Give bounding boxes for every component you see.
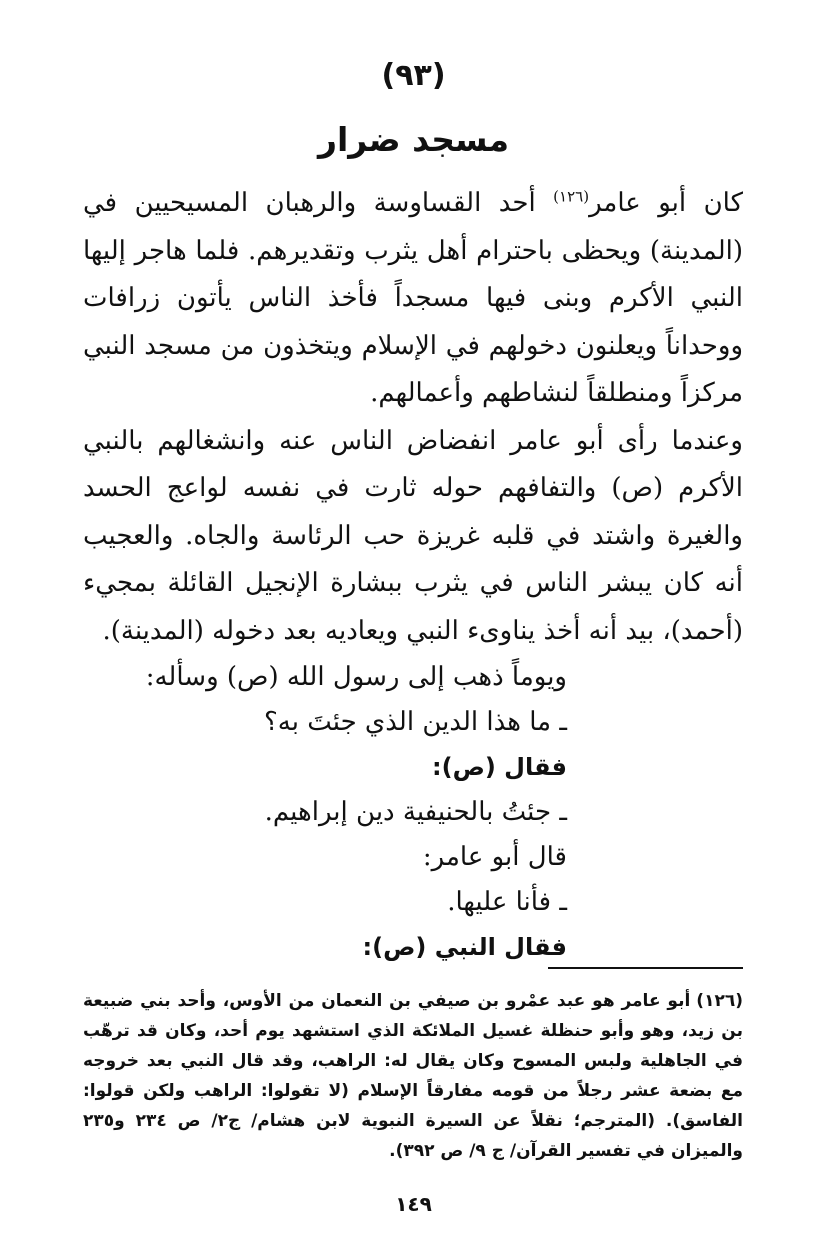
dialogue-line: فقال النبي (ص): <box>362 933 567 961</box>
chapter-number: (٩٣) <box>381 58 446 93</box>
chapter-title: مسجد ضرار <box>317 120 510 159</box>
footnote-number: (١٢٦) <box>696 991 743 1011</box>
body-text <box>83 180 743 970</box>
paragraph-1-start: كان أبو عامر <box>589 188 743 218</box>
dialogue-line: قال أبو عامر: <box>422 842 567 872</box>
dialogue-line: ويوماً ذهب إلى رسول الله (ص) وسأله: <box>145 662 567 692</box>
footnote <box>83 986 743 1166</box>
footnote-text: أبو عامر هو عبد عمْرو بن صيفي بن النعمان من الأوس، وأحد بني ضبيعة بن زيد، وهو وأبو حنظلة غسيل الملائكة الذي استشهد يوم أحد، وكان قد ترهّب في الجاهلية ولبس المسوح وكان يقال له: الراهب، وقد قال النبي بعد خروجه مع بضعة عشر رجلاً من قومه مفارقاً الإسلام (لا تقولوا: الراهب ولكن قولوا: الفاسق). (المترجم؛ نقلاً عن السيرة النبوية لابن هشام/ ج٢/ ص ٢٣٤ و٢٣٥ والميزان في تفسير القرآن/ ج ٩/ ص ٣٩٢). <box>83 991 743 1161</box>
dialogue-line: فقال (ص): <box>432 753 567 781</box>
paragraph-2: وعندما رأى أبو عامر انفضاض الناس عنه وانشغالهم بالنبي الأكرم (ص) والتفافهم حوله ثارت في نفسه لواعج الحسد والغيرة واشتد في قلبه غريزة حب الرئاسة والجاه. والعجيب أنه كان يبشر الناس في يثرب ببشارة الإنجيل القائلة بمجيء (أحمد)، بيد أنه أخذ يناوىء النبي ويعاديه بعد دخوله (المدينة). <box>83 425 743 646</box>
footnote-reference: (١٢٦) <box>553 187 590 206</box>
paragraph-1 <box>83 180 743 418</box>
footnote-divider <box>548 967 743 969</box>
dialogue-line: ـ فأنا عليها. <box>447 887 567 917</box>
page-number: ١٤٩ <box>395 1192 432 1216</box>
dialogue-line: ـ جئتُ بالحنيفية دين إبراهيم. <box>264 797 567 827</box>
paragraph-1-rest: أحد القساوسة والرهبان المسيحيين في (المدينة) ويحظى باحترام أهل يثرب وتقديرهم. فلما هاجر إليها النبي الأكرم وبنى فيها مسجداً فأخذ الناس يأتون زرافات ووحداناً ويعلنون دخولهم في الإسلام ويتخذون من مسجد النبي مركزاً ومنطلقاً لنشاطهم وأعمالهم. <box>83 188 743 408</box>
dialogue-line: ـ ما هذا الدين الذي جئتَ به؟ <box>263 707 567 737</box>
